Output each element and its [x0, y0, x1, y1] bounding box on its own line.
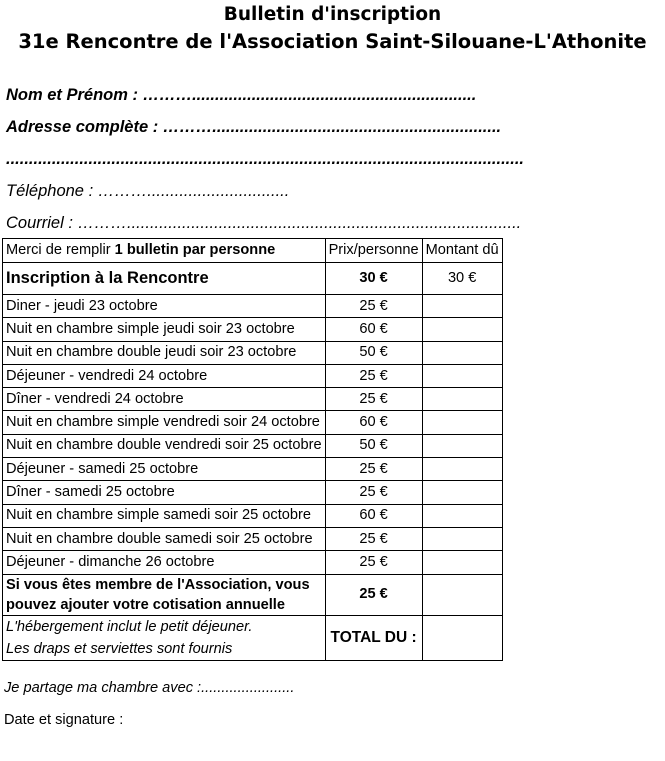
table-row — [3, 551, 503, 574]
header-instructions — [3, 239, 326, 263]
row-amount-cell[interactable] — [422, 341, 502, 364]
registration-row — [3, 263, 503, 295]
registration-price: 30 € — [325, 263, 422, 295]
row-label: Nuit en chambre double vendredi soir 25 octobre — [3, 434, 326, 457]
row-amount-cell[interactable] — [422, 551, 502, 574]
registration-amount: 30 € — [422, 263, 502, 295]
table-row — [3, 527, 503, 550]
table-row — [3, 341, 503, 364]
membership-amount-cell[interactable] — [422, 574, 502, 615]
row-price: 25 € — [325, 388, 422, 411]
row-label: Diner - jeudi 23 octobre — [3, 295, 326, 318]
row-label: Dîner - vendredi 24 octobre — [3, 388, 326, 411]
row-label: Nuit en chambre simple vendredi soir 24 octobre — [3, 411, 326, 434]
table-row — [3, 318, 503, 341]
roommate-field[interactable]: Je partage ma chambre avec :....................... — [4, 680, 295, 696]
row-amount-cell[interactable] — [422, 527, 502, 550]
row-amount-cell[interactable] — [422, 388, 502, 411]
row-price: 25 € — [325, 295, 422, 318]
table-row — [3, 458, 503, 481]
membership-price: 25 € — [325, 574, 422, 615]
row-price: 25 € — [325, 551, 422, 574]
row-label: Dîner - samedi 25 octobre — [3, 481, 326, 504]
table-row — [3, 364, 503, 387]
row-label: Déjeuner - samedi 25 octobre — [3, 458, 326, 481]
row-label: Nuit en chambre double jeudi soir 23 octobre — [3, 341, 326, 364]
row-label: Nuit en chambre simple jeudi soir 23 octobre — [3, 318, 326, 341]
row-amount-cell[interactable] — [422, 364, 502, 387]
header-amount: Montant dû — [422, 239, 502, 263]
event-title: 31e Rencontre de l'Association Saint-Silouane-L'Athonite — [18, 30, 647, 53]
note-line2: Les draps et serviettes sont fournis — [6, 640, 233, 657]
total-row — [3, 615, 503, 660]
header-instructions-prefix: Merci de remplir — [6, 242, 115, 258]
row-label: Déjeuner - dimanche 26 octobre — [3, 551, 326, 574]
row-amount-cell[interactable] — [422, 504, 502, 527]
accommodation-note — [3, 615, 326, 660]
signature-field[interactable]: Date et signature : — [4, 712, 124, 728]
row-amount-cell[interactable] — [422, 295, 502, 318]
table-row — [3, 504, 503, 527]
registration-table — [2, 238, 503, 661]
registration-label: Inscription à la Rencontre — [3, 263, 326, 295]
note-line1: L'hébergement inclut le petit déjeuner. — [6, 618, 253, 635]
table-row — [3, 295, 503, 318]
form-title: Bulletin d'inscription — [223, 4, 442, 25]
row-price: 60 € — [325, 318, 422, 341]
header-price: Prix/personne — [325, 239, 422, 263]
row-label: Nuit en chambre simple samedi soir 25 octobre — [3, 504, 326, 527]
row-label: Nuit en chambre double samedi soir 25 octobre — [3, 527, 326, 550]
table-row — [3, 411, 503, 434]
row-label: Déjeuner - vendredi 24 octobre — [3, 364, 326, 387]
row-price: 25 € — [325, 481, 422, 504]
address-line2-field[interactable]: ................................................................................................................. — [6, 150, 525, 168]
address-field[interactable]: Adresse complète : ………............................................................... — [6, 118, 502, 136]
row-price: 25 € — [325, 364, 422, 387]
table-row — [3, 388, 503, 411]
table-header-row — [3, 239, 503, 263]
total-amount-cell[interactable] — [422, 615, 502, 660]
header-instructions-bold: 1 bulletin par personne — [114, 242, 276, 258]
row-price: 60 € — [325, 411, 422, 434]
table-row — [3, 434, 503, 457]
row-price: 60 € — [325, 504, 422, 527]
membership-row — [3, 574, 503, 615]
email-field[interactable]: Courriel : ………...................................................................................... — [6, 214, 522, 232]
name-field[interactable]: Nom et Prénom : ……….............................................................. — [6, 86, 477, 104]
membership-label: Si vous êtes membre de l'Association, vous pouvez ajouter votre cotisation annuelle — [3, 574, 326, 615]
row-amount-cell[interactable] — [422, 318, 502, 341]
row-amount-cell[interactable] — [422, 434, 502, 457]
table-row — [3, 481, 503, 504]
row-amount-cell[interactable] — [422, 481, 502, 504]
row-amount-cell[interactable] — [422, 411, 502, 434]
row-price: 25 € — [325, 527, 422, 550]
row-price: 50 € — [325, 434, 422, 457]
row-amount-cell[interactable] — [422, 458, 502, 481]
row-price: 25 € — [325, 458, 422, 481]
total-label: TOTAL DU : — [325, 615, 422, 660]
row-price: 50 € — [325, 341, 422, 364]
phone-field[interactable]: Téléphone : ………............................... — [6, 182, 290, 200]
